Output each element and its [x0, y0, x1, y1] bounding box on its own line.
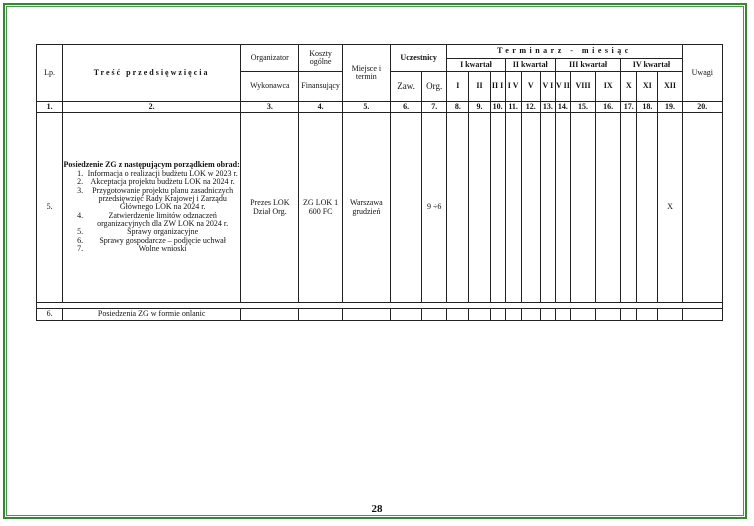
header-terminarz: Terminarz - miesiąc — [447, 45, 682, 59]
colnum-16: 16. — [596, 102, 621, 113]
agenda-item: 2. Akceptacja projektu budżetu LOK na 2024 r. — [85, 178, 240, 186]
header-finansujacy: Finansujący — [299, 72, 342, 102]
agenda-item: 4. Zatwierdzenie limitów odznaczeń organizacyjnych dla ZW LOK na 2024 r. — [85, 212, 240, 229]
colnum-19: 19. — [658, 102, 682, 113]
colnum-2: 2. — [63, 102, 241, 113]
month-2: II — [469, 72, 490, 102]
month-11: XI — [637, 72, 658, 102]
colnum-11: 11. — [505, 102, 521, 113]
row-5-december-mark: X — [658, 113, 682, 303]
month-3: II I — [490, 72, 505, 102]
row-5-org: 9 ÷6 — [422, 113, 447, 303]
row-6-content: Posiedzenia ZG w formie onlanic — [63, 309, 241, 321]
month-10: X — [621, 72, 637, 102]
colnum-13: 13. — [540, 102, 555, 113]
colnum-8: 8. — [447, 102, 469, 113]
colnum-10: 10. — [490, 102, 505, 113]
table-row — [37, 113, 723, 303]
colnum-14: 14. — [555, 102, 570, 113]
schedule-table — [36, 44, 723, 321]
colnum-18: 18. — [637, 102, 658, 113]
colnum-9: 9. — [469, 102, 490, 113]
month-8: VIII — [570, 72, 595, 102]
quarter-4: IV kwartał — [621, 59, 682, 72]
header-wykonawca: Wykonawca — [241, 72, 299, 102]
agenda-item: 7. Wolne wnioski — [85, 245, 240, 253]
colnum-3: 3. — [241, 102, 299, 113]
header-uwagi: Uwagi — [682, 45, 722, 102]
colnum-12: 12. — [521, 102, 540, 113]
agenda-item: 5. Sprawy organizacyjne — [85, 228, 240, 236]
month-7: V II — [555, 72, 570, 102]
colnum-6: 6. — [390, 102, 421, 113]
month-4: I V — [505, 72, 521, 102]
quarter-3: III kwartał — [555, 59, 620, 72]
row-5-content — [63, 113, 241, 303]
colnum-7: 7. — [422, 102, 447, 113]
colnum-5: 5. — [342, 102, 390, 113]
header-miejsce: Miejsce i termin — [342, 45, 390, 102]
header-uczestnicy: Uczestnicy — [390, 45, 446, 72]
quarter-1: I kwartał — [447, 59, 505, 72]
quarter-2: II kwartał — [505, 59, 555, 72]
row-5-organizator: Prezes LOK Dział Org. — [241, 113, 299, 303]
colnum-1: 1. — [37, 102, 63, 113]
colnum-17: 17. — [621, 102, 637, 113]
colnum-20: 20. — [682, 102, 722, 113]
colnum-4: 4. — [299, 102, 342, 113]
month-5: V — [521, 72, 540, 102]
page-number: 28 — [371, 503, 383, 515]
row-6-lp: 6. — [37, 309, 63, 321]
header-zaw: Zaw. — [390, 72, 421, 102]
row-5-title: Posiedzenie ZG z następującym porządkiem obrad: — [63, 160, 240, 170]
agenda-item: 1. Informacja o realizacji budżetu LOK w 2023 r. — [85, 170, 240, 178]
agenda-item: 3. Przygotowanie projektu planu zasadniczych przedsięwzięć Rady Krajowej i Zarządu Głównego LOK na 2024 r. — [85, 187, 240, 212]
header-koszty: Koszty ogólne — [299, 45, 342, 72]
agenda-list — [63, 170, 240, 254]
table-row — [37, 309, 723, 321]
month-1: I — [447, 72, 469, 102]
header-organizator: Organizator — [241, 45, 299, 72]
agenda-item: 6. Sprawy gospodarcze – podjęcie uchwał — [85, 237, 240, 245]
header-lp: Lp. — [37, 45, 63, 102]
header-org: Org. — [422, 72, 447, 102]
row-5-uwagi — [682, 113, 722, 303]
colnum-15: 15. — [570, 102, 595, 113]
row-5-lp: 5. — [37, 113, 63, 303]
month-12: XII — [658, 72, 682, 102]
row-5-miejsce: Warszawa grudzień — [342, 113, 390, 303]
row-5-zaw — [390, 113, 421, 303]
month-9: IX — [596, 72, 621, 102]
row-5-koszty: ZG LOK 1 600 FC — [299, 113, 342, 303]
header-tresc: Treść przedsięwzięcia — [63, 45, 241, 102]
month-6: V I — [540, 72, 555, 102]
